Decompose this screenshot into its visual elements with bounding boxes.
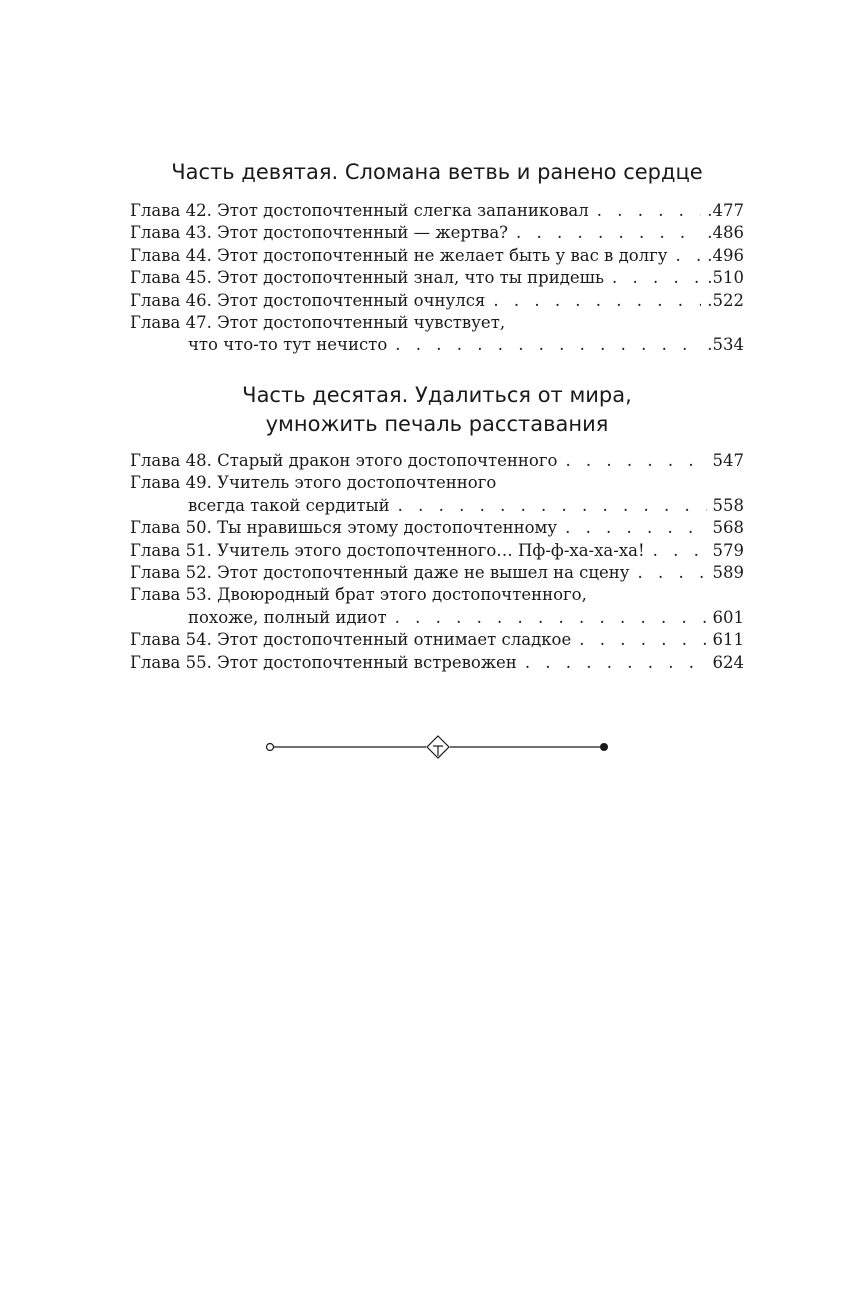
chapter-title: Глава 55. Этот достопочтенный встревожен [130, 652, 517, 672]
hollow-dot-icon [267, 744, 274, 751]
chapter-title: Глава 53. Двоюродный брат этого достопочтенного, [130, 585, 587, 605]
dot-leader [395, 607, 707, 629]
dot-leader [676, 245, 702, 267]
page-number: 547 [712, 451, 744, 470]
chapter-title-continuation: похоже, полный идиот [188, 607, 387, 627]
toc-entry-chapter-47 [130, 312, 744, 357]
toc-entry-chapter-46 [130, 290, 744, 312]
dot-leader [516, 222, 701, 244]
dot-leader [525, 652, 707, 674]
dot-leader [612, 267, 701, 289]
chapter-title: Глава 47. Этот достопочтенный чувствует, [130, 312, 506, 332]
toc-entry-chapter-43 [130, 222, 744, 244]
page-number: 558 [712, 495, 744, 515]
toc-entry-chapter-50 [130, 517, 744, 539]
page-number: 579 [712, 540, 744, 560]
toc-entry-chapter-48 [130, 450, 744, 472]
toc-entry-chapter-55 [130, 652, 744, 674]
toc-entry-chapter-54 [130, 629, 744, 651]
toc-entry-chapter-44 [130, 245, 744, 267]
chapter-title: Глава 50. Ты нравишься этому достопочтенному [130, 518, 558, 538]
page-number: .534 [707, 335, 744, 355]
part-nine-toc [130, 200, 744, 357]
page-number: 611 [712, 630, 744, 650]
dot-leader [565, 517, 706, 539]
toc-entry-chapter-52 [130, 562, 744, 584]
toc-entry-chapter-49 [130, 472, 744, 517]
diamond-divider-icon [262, 732, 612, 762]
part-nine-title [130, 158, 744, 187]
page-number: 624 [712, 652, 744, 672]
toc-entry-chapter-51 [130, 540, 744, 562]
dot-leader [398, 495, 707, 517]
chapter-title: Глава 54. Этот достопочтенный отнимает сладкое [130, 630, 572, 650]
chapter-title: Глава 48. Старый дракон этого достопочтенного [130, 451, 558, 470]
part-ten-title [130, 381, 744, 439]
dot-leader [638, 562, 707, 584]
dot-leader [493, 290, 701, 312]
page-number: .510 [707, 268, 744, 288]
page-number: .477 [707, 201, 744, 220]
dot-leader [579, 629, 706, 651]
chapter-title-continuation: всегда такой сердитый [188, 495, 390, 515]
chapter-title: Глава 51. Учитель этого достопочтенного… Пф-ф-ха-ха-ха! [130, 540, 645, 560]
chapter-title-continuation: что что-то тут нечисто [188, 335, 388, 355]
page-number: 568 [712, 518, 744, 538]
dot-leader [395, 334, 701, 356]
dot-leader [565, 450, 706, 472]
dot-leader [597, 200, 702, 222]
toc-entry-chapter-45 [130, 267, 744, 289]
dot-leader [653, 540, 707, 562]
page-number: .522 [707, 290, 744, 310]
chapter-title: Глава 49. Учитель этого достопочтенного [130, 473, 497, 493]
page-number: 601 [712, 607, 744, 627]
chapter-title: Глава 44. Этот достопочтенный не желает быть у вас в долгу [130, 245, 668, 265]
toc-entry-chapter-53 [130, 584, 744, 629]
page-number: 589 [712, 562, 744, 582]
part-ten-toc [130, 450, 744, 674]
chapter-title: Глава 46. Этот достопочтенный очнулся [130, 290, 486, 310]
chapter-title: Глава 52. Этот достопочтенный даже не вышел на сцену [130, 562, 630, 582]
part-ten-title-line-1: Часть десятая. Удалиться от мира, [242, 383, 632, 407]
solid-dot-icon [600, 743, 608, 751]
toc-entry-chapter-42 [130, 200, 744, 222]
chapter-title: Глава 43. Этот достопочтенный — жертва? [130, 223, 509, 243]
chapter-title: Глава 42. Этот достопочтенный слегка запаниковал [130, 201, 589, 220]
chapter-title: Глава 45. Этот достопочтенный знал, что ты придешь [130, 268, 604, 288]
part-nine-title-text: Часть девятая. Сломана ветвь и ранено сердце [171, 160, 703, 184]
page-number: .486 [707, 223, 744, 243]
part-ten-title-line-2: умножить печаль расставания [265, 412, 609, 436]
page-number: .496 [707, 245, 744, 265]
